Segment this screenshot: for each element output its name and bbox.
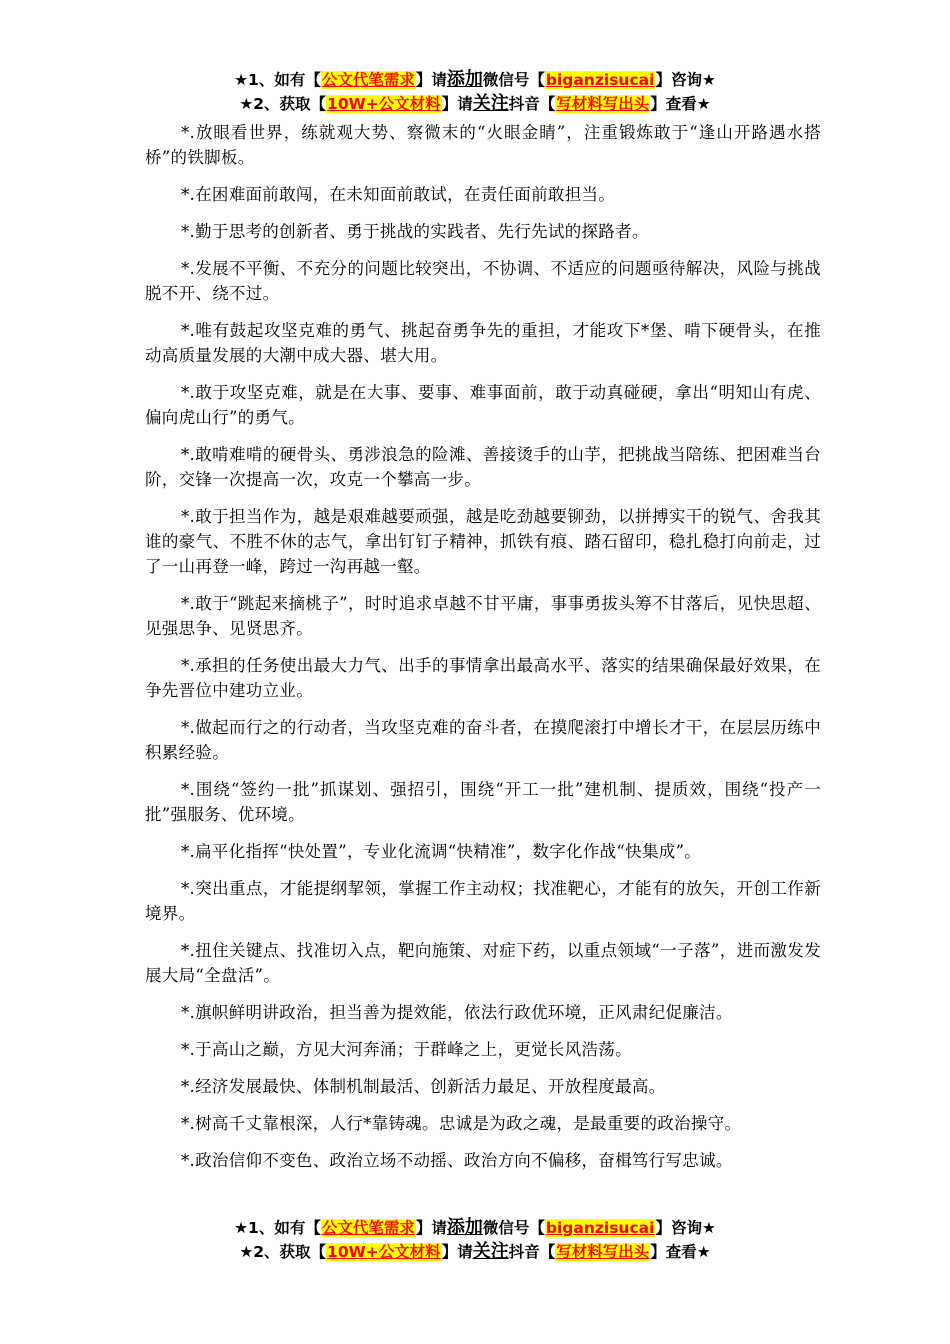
paragraph: *.于高山之巅，方见大河奔涌；于群峰之上，更觉长风浩荡。 xyxy=(181,1040,632,1059)
highlight-douyin-account: 写材料写出头 xyxy=(556,95,650,113)
emphasis-add: 添加 xyxy=(446,1217,483,1238)
paragraph: *.承担的任务使出最大力气、出手的事情拿出最高水平、落实的结果确保最好效果，在争先晋位中建功立业。 xyxy=(145,656,821,700)
banner-text: 】请 xyxy=(415,1219,447,1237)
banner-line-2 xyxy=(0,92,950,116)
highlight-wechat-id: biganzisucai xyxy=(545,71,655,89)
banner-text: ★1、如有【 xyxy=(234,1219,321,1237)
emphasis-add: 添加 xyxy=(446,69,483,90)
banner-text: 】请 xyxy=(415,71,447,89)
header-banner xyxy=(0,68,950,116)
paragraph: *.做起而行之的行动者，当攻坚克难的奋斗者，在摸爬滚打中增长才干，在层层历练中积累经验。 xyxy=(145,718,821,762)
banner-text: 抖音【 xyxy=(508,1243,556,1261)
highlight-wechat-id: biganzisucai xyxy=(545,1219,655,1237)
banner-text: 】查看★ xyxy=(650,95,711,113)
paragraph: *.勤于思考的创新者、勇于挑战的实践者、先行先试的探路者。 xyxy=(181,222,649,241)
banner-line-2 xyxy=(0,1240,950,1264)
highlight-service: 公文代笔需求 xyxy=(321,71,415,89)
highlight-douyin-account: 写材料写出头 xyxy=(556,1243,650,1261)
document-body xyxy=(145,120,821,1185)
banner-line-1 xyxy=(0,1216,950,1240)
highlight-materials: 10W+公文材料 xyxy=(327,1243,441,1261)
banner-text: ★1、如有【 xyxy=(234,71,321,89)
paragraph: *.敢于“跳起来摘桃子”，时时追求卓越不甘平庸，事事勇拔头筹不甘落后，见快思超、见强思争、见贤思齐。 xyxy=(145,594,821,638)
paragraph: *.扭住关键点、找准切入点，靶向施策、对症下药，以重点领域“一子落”，进而激发发展大局“全盘活”。 xyxy=(145,941,821,985)
paragraph: *.围绕“签约一批”抓谋划、强招引，围绕“开工一批”建机制、提质效，围绕“投产一批”强服务、优环境。 xyxy=(145,780,821,824)
banner-text: ★2、获取【 xyxy=(239,1243,327,1261)
paragraph: *.经济发展最快、体制机制最活、创新活力最足、开放程度最高。 xyxy=(181,1077,666,1096)
paragraph: *.敢啃难啃的硬骨头、勇涉浪急的险滩、善接烫手的山芋，把挑战当陪练、把困难当台阶，交锋一次提高一次，攻克一个攀高一步。 xyxy=(145,445,821,489)
highlight-service: 公文代笔需求 xyxy=(321,1219,415,1237)
paragraph: *.扁平化指挥“快处置”，专业化流调“快精准”，数字化作战“快集成”。 xyxy=(181,842,702,861)
banner-text: 微信号【 xyxy=(482,71,545,89)
paragraph: *.放眼看世界，练就观大势、察微末的“火眼金睛”，注重锻炼敢于“逢山开路遇水搭桥”的铁脚板。 xyxy=(145,123,821,167)
paragraph: *.发展不平衡、不充分的问题比较突出，不协调、不适应的问题亟待解决，风险与挑战脱不开、绕不过。 xyxy=(145,259,821,303)
paragraph: *.旗帜鲜明讲政治，担当善为提效能，依法行政优环境，正风肃纪促廉洁。 xyxy=(181,1003,733,1022)
paragraph: *.树高千丈靠根深，人行*靠铸魂。忠诚是为政之魂，是最重要的政治操守。 xyxy=(181,1114,742,1133)
banner-text: 微信号【 xyxy=(482,1219,545,1237)
footer-banner xyxy=(0,1216,950,1264)
banner-text: ★2、获取【 xyxy=(239,95,327,113)
paragraph: *.唯有鼓起攻坚克难的勇气、挑起奋勇争先的重担，才能攻下*堡、啃下硬骨头，在推动高质量发展的大潮中成大器、堪大用。 xyxy=(145,321,821,365)
banner-text: 】查看★ xyxy=(650,1243,711,1261)
banner-text: 】请 xyxy=(441,95,473,113)
banner-text: 】请 xyxy=(441,1243,473,1261)
banner-text: 】咨询★ xyxy=(655,1219,716,1237)
highlight-materials: 10W+公文材料 xyxy=(327,95,441,113)
paragraph: *.敢于担当作为，越是艰难越要顽强，越是吃劲越要铆劲，以拼搏实干的锐气、舍我其谁的豪气、不胜不休的志气，拿出钉钉子精神，抓铁有痕、踏石留印，稳扎稳打向前走，过了一山再登一峰，跨过一沟再越一壑。 xyxy=(145,507,821,576)
banner-text: 】咨询★ xyxy=(655,71,716,89)
emphasis-follow: 关注 xyxy=(472,93,509,114)
banner-line-1 xyxy=(0,68,950,92)
emphasis-follow: 关注 xyxy=(472,1241,509,1262)
paragraph: *.突出重点，才能提纲挈领，掌握工作主动权；找准靶心，才能有的放矢，开创工作新境界。 xyxy=(145,879,821,923)
paragraph: *.在困难面前敢闯，在未知面前敢试，在责任面前敢担当。 xyxy=(181,185,616,204)
paragraph: *.政治信仰不变色、政治立场不动摇、政治方向不偏移，奋楫笃行写忠诚。 xyxy=(181,1151,733,1170)
paragraph: *.敢于攻坚克难，就是在大事、要事、难事面前，敢于动真碰硬，拿出“明知山有虎、偏向虎山行”的勇气。 xyxy=(145,383,821,427)
banner-text: 抖音【 xyxy=(508,95,556,113)
